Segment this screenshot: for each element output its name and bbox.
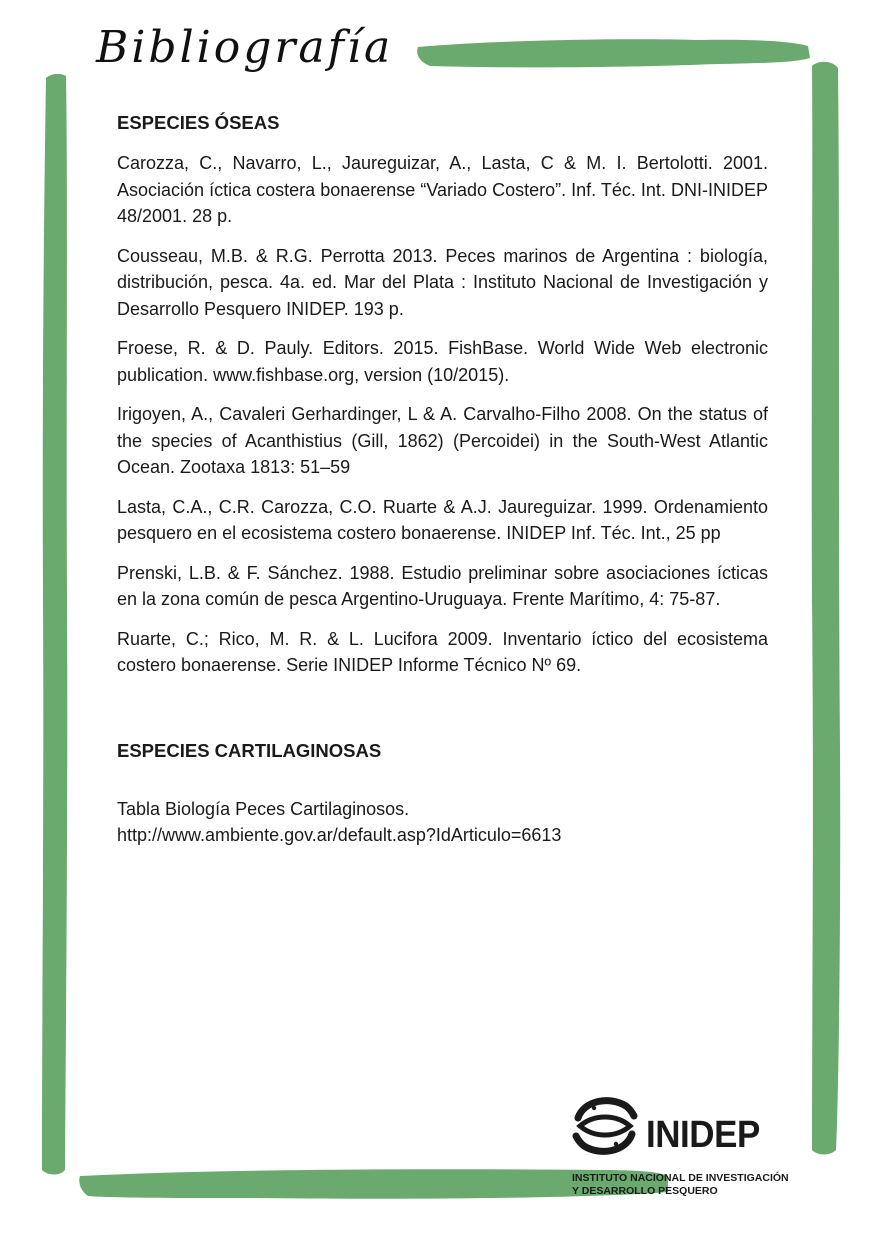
reference-url: http://www.ambiente.gov.ar/default.asp?IdArticulo=6613 <box>117 825 562 845</box>
reference-item: Prenski, L.B. & F. Sánchez. 1988. Estudio preliminar sobre asociaciones ícticas en la zona común de pesca Argentino-Uruguaya. Frente Marítimo, 4: 75-87. <box>117 562 768 609</box>
section-heading-oseas: ESPECIES ÓSEAS <box>117 112 280 133</box>
reference-item: Irigoyen, A., Cavaleri Gerhardinger, L & A. Carvalho-Filho 2008. On the status of the species of Acanthistius (Gill, 1862) (Percoidei) in the South-West Atlantic Ocean. Zootaxa 1813: 51–59 <box>117 404 768 477</box>
reference-item: Froese, R. & D. Pauly. Editors. 2015. FishBase. World Wide Web electronic publication. www.fishbase.org, version (10/2015). <box>117 338 768 385</box>
logo-wordmark: INIDEP <box>646 1114 760 1156</box>
bibliography-content <box>117 112 768 849</box>
reference-line: Tabla Biología Peces Cartilaginosos. <box>117 798 410 819</box>
reference-item: Carozza, C., Navarro, L., Jaureguizar, A., Lasta, C & M. I. Bertolotti. 2001. Asociación íctica costera bonaerense “Variado Costero”. Inf. Téc. Int. DNI-INIDEP 48/2001. 28 p. <box>117 153 768 226</box>
logo-subtitle-line: Y DESARROLLO PESQUERO <box>572 1185 718 1197</box>
reference-item: Lasta, C.A., C.R. Carozza, C.O. Ruarte & A.J. Jaureguizar. 1999. Ordenamiento pesquero en el ecosistema costero bonaerense. INIDEP Inf. Téc. Int., 25 pp <box>117 496 768 543</box>
reference-item: Ruarte, C.; Rico, M. R. & L. Lucifora 2009. Inventario íctico del ecosistema costero bonaerense. Serie INIDEP Informe Técnico Nº 69. <box>117 628 768 675</box>
section-heading-cartilaginosas: ESPECIES CARTILAGINOSAS <box>117 739 382 761</box>
page-title: Bibliografía <box>96 22 394 73</box>
logo-subtitle <box>572 1172 802 1198</box>
reference-item: Cousseau, M.B. & R.G. Perrotta 2013. Peces marinos de Argentina : biología, distribución, pesca. 4a. ed. Mar del Plata : Instituto Nacional de Investigación y Desarrollo Pesquero INIDEP. 193 p. <box>117 245 768 319</box>
two-fish-emblem-icon <box>570 1094 640 1158</box>
logo-subtitle-line: INSTITUTO NACIONAL DE INVESTIGACIÓN <box>572 1172 789 1184</box>
